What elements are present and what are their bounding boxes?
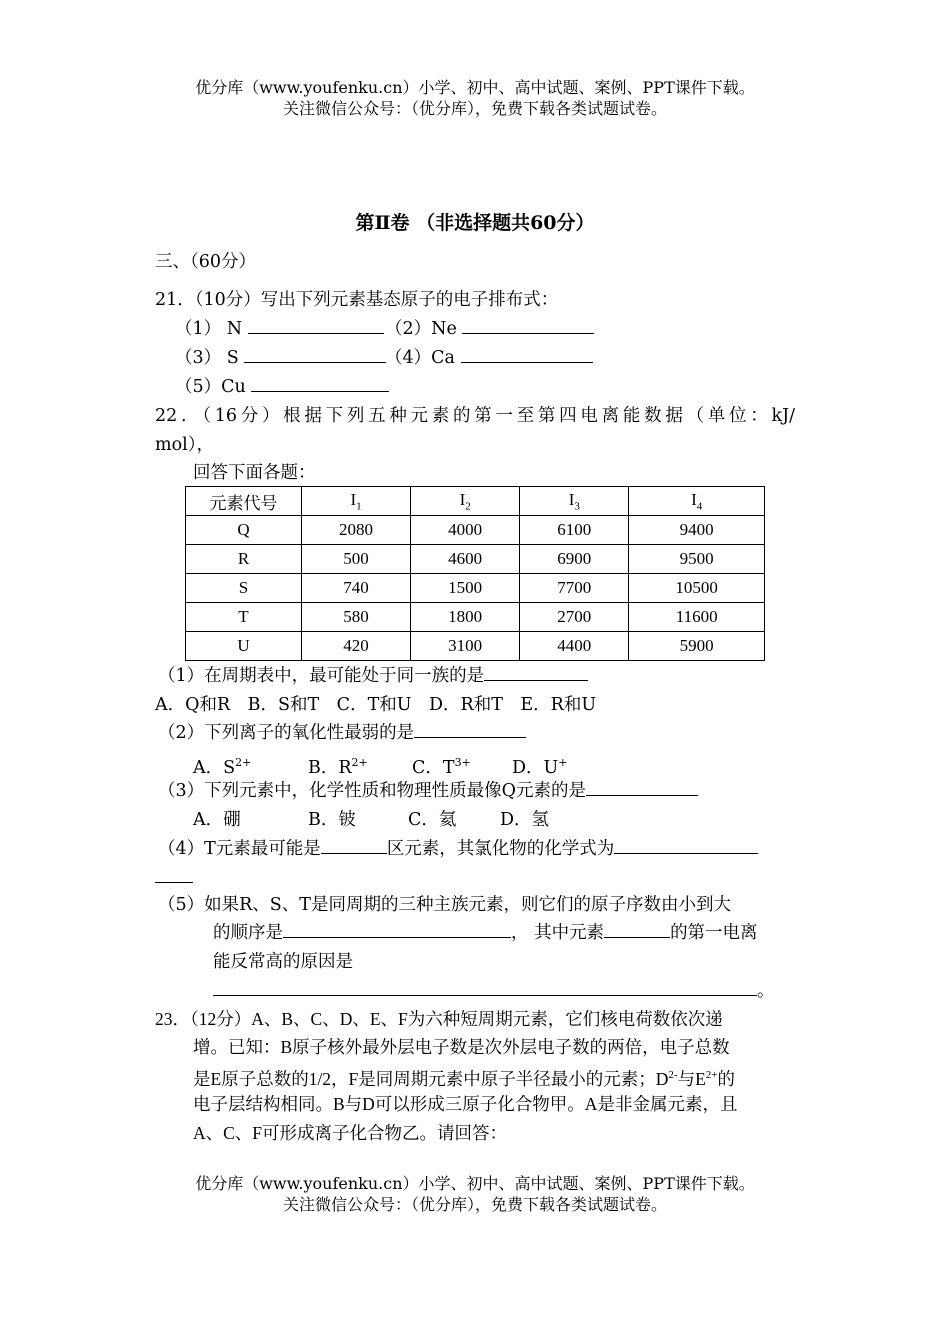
q22-sub2 [158, 719, 526, 748]
q22-sub1-blank [484, 662, 588, 681]
table-cell: U [186, 632, 302, 661]
q22-sub5-line-3: 能反常高的原因是 [213, 952, 353, 972]
table-cell: 4600 [411, 545, 520, 574]
table-cell: 420 [302, 632, 411, 661]
q21-answer-blank-3 [244, 344, 386, 363]
q22-sub1 [158, 662, 588, 691]
header-sub: 3 [574, 500, 580, 513]
header-i: I [691, 489, 697, 509]
page-title: 第Ⅱ卷 （非选择题共60分） [355, 212, 595, 234]
table-cell: 6900 [520, 545, 629, 574]
q22-sub2-blank [414, 719, 526, 738]
table-cell: 4400 [520, 632, 629, 661]
table-cell: 11600 [629, 603, 765, 632]
q21-stem: 21．（10分）写出下列元素基态原子的电子排布式： [155, 290, 559, 310]
q21-answer-blank-4 [461, 344, 593, 363]
q22-stem-2: mol）， [155, 435, 214, 455]
q22-sub4-blank-2-continued [155, 882, 193, 883]
table-cell: 9400 [629, 516, 765, 545]
table-cell: 740 [302, 574, 411, 603]
header-i: I [459, 489, 466, 509]
q22-sub5-text-a: 的顺序是 [213, 923, 283, 943]
option-text: C．T [412, 757, 455, 778]
table-header-cell: 元素代号 [186, 487, 302, 516]
option-text: D．U [512, 757, 559, 778]
table-cell: 1800 [411, 603, 520, 632]
q22-sub2-text: （2）下列离子的氧化性最弱的是 [158, 723, 415, 743]
q22-sub5-blank-2 [604, 919, 670, 938]
option-charge: + [558, 756, 568, 769]
q22-sub3-blank [586, 777, 698, 796]
q22-stem-1: 22．（16分）根据下列五种元素的第一至第四电离能数据（单位：kJ/ [155, 406, 795, 426]
q22-sub3-text: （3）下列元素中，化学性质和物理性质最像Q元素的是 [158, 781, 586, 801]
q21-item-2 [385, 315, 594, 344]
q22-sub5-blank-3 [213, 977, 757, 996]
q21-answer-blank-5 [251, 373, 389, 392]
q22-stem-3: 回答下面各题： [193, 463, 316, 483]
q22-sub1-text: （1）在周期表中，最可能处于同一族的是 [158, 666, 485, 686]
q22-sub1-options: A．Q和R B．S和T C．T和U D．R和T E．R和U [155, 695, 597, 715]
q22-sub4-text-b: 区元素，其氯化物的化学式为 [386, 839, 615, 859]
q22-sub5-blank-1 [283, 919, 511, 938]
q22-sub3 [158, 777, 698, 806]
q21-item-1-label: （1） N [175, 319, 243, 339]
q22-sub4-blank-1 [321, 835, 387, 854]
q21-item-3 [175, 344, 386, 373]
q22-sub5-text-c: 的第一电离 [670, 923, 758, 943]
header-sub: 4 [696, 500, 703, 513]
table-cell: Q [186, 516, 302, 545]
header-line-1: 优分库（www.youfenku.cn）小学、初中、高中试题、案例、PPT课件下载。 [195, 78, 755, 97]
table-header-cell [302, 487, 411, 516]
table-cell: 9500 [629, 545, 765, 574]
q22-sub5-line-2 [213, 919, 758, 948]
q21-item-5-label: （5）Cu [175, 377, 246, 397]
q23-line-3-text-b: 与E [677, 1068, 706, 1089]
header-line-2: 关注微信公众号：（优分库），免费下载各类试题试卷。 [282, 99, 667, 118]
option-text: B．R [308, 757, 352, 778]
table-header-cell [411, 487, 520, 516]
q23-line-5: A、C、F可形成离子化合物乙。请回答： [193, 1123, 508, 1143]
header-sub: 1 [356, 500, 362, 513]
table-cell: 2080 [302, 516, 411, 545]
q22-sub3-option-d: D．氢 [500, 810, 550, 830]
q22-sub5-text-b: ， 其中元素 [511, 923, 605, 943]
q21-item-4-label: （4）Ca [385, 348, 455, 368]
q23-line-2: 增。已知：B原子核外最外层电子数是次外层电子数的两倍，电子总数 [193, 1037, 730, 1057]
q22-sub5-end: 。 [757, 981, 775, 1001]
table-cell: S [186, 574, 302, 603]
q23-line-3-text-c: 的 [717, 1068, 736, 1089]
table-cell: 1500 [411, 574, 520, 603]
q23-charge-e: 2+ [705, 1069, 718, 1081]
footer-line-2: 关注微信公众号：（优分库），免费下载各类试题试卷。 [282, 1195, 667, 1214]
table-row [186, 545, 765, 574]
q23-line-3-text-a: 是E原子总数的1/2，F是同周期元素中原子半径最小的元素；D [193, 1068, 669, 1089]
q21-answer-blank-1 [248, 315, 384, 334]
q22-sub4-text-a: （4）T元素最可能是 [158, 839, 321, 859]
q21-answer-blank-2 [462, 315, 594, 334]
q22-sub3-option-b: B．铍 [308, 810, 356, 830]
table-header-row [186, 487, 765, 516]
table-cell: 7700 [520, 574, 629, 603]
q21-item-1 [175, 315, 384, 344]
footer-line-1: 优分库（www.youfenku.cn）小学、初中、高中试题、案例、PPT课件下载。 [195, 1174, 755, 1193]
table-row [186, 516, 765, 545]
table-cell: 5900 [629, 632, 765, 661]
table-cell: 500 [302, 545, 411, 574]
header-sub: 2 [465, 500, 471, 513]
q21-item-5 [175, 373, 389, 402]
table-row [186, 603, 765, 632]
q22-sub3-option-a: A．硼 [193, 810, 241, 830]
q22-sub5-line-1: （5）如果R、S、T是同周期的三种主族元素，则它们的原子序数由小到大 [158, 895, 731, 915]
q23-line-3 [193, 1061, 735, 1094]
option-charge: 2+ [235, 756, 252, 769]
table-row [186, 632, 765, 661]
q22-sub4 [158, 835, 758, 864]
q23-line-1: 23．（12分）A、B、C、D、E、F为六种短周期元素，它们核电荷数依次递 [155, 1009, 723, 1029]
option-charge: 2+ [351, 756, 368, 769]
table-header-cell [520, 487, 629, 516]
header-i: I [350, 489, 357, 509]
q22-sub4-blank-2 [614, 835, 758, 854]
header-i: I [568, 489, 575, 509]
q23-charge-d: 2- [668, 1069, 678, 1081]
table-cell: T [186, 603, 302, 632]
q22-sub5-line-4 [213, 977, 775, 1006]
table-header-cell [629, 487, 765, 516]
q23-line-4: 电子层结构相同。B与D可以形成三原子化合物甲。A是非金属元素，且 [193, 1094, 738, 1114]
option-charge: 3+ [454, 756, 471, 769]
q22-sub3-option-c: C．氦 [408, 810, 457, 830]
table-cell: R [186, 545, 302, 574]
section-heading: 三、（60分） [155, 252, 257, 272]
q21-item-2-label: （2）Ne [385, 319, 457, 339]
table-cell: 3100 [411, 632, 520, 661]
ionization-energy-table [185, 486, 765, 661]
option-text: A．S [193, 757, 236, 778]
table-row [186, 574, 765, 603]
table-cell: 580 [302, 603, 411, 632]
table-cell: 2700 [520, 603, 629, 632]
q21-item-4 [385, 344, 593, 373]
table-cell: 10500 [629, 574, 765, 603]
table-cell: 6100 [520, 516, 629, 545]
table-cell: 4000 [411, 516, 520, 545]
q21-item-3-label: （3） S [175, 348, 239, 368]
